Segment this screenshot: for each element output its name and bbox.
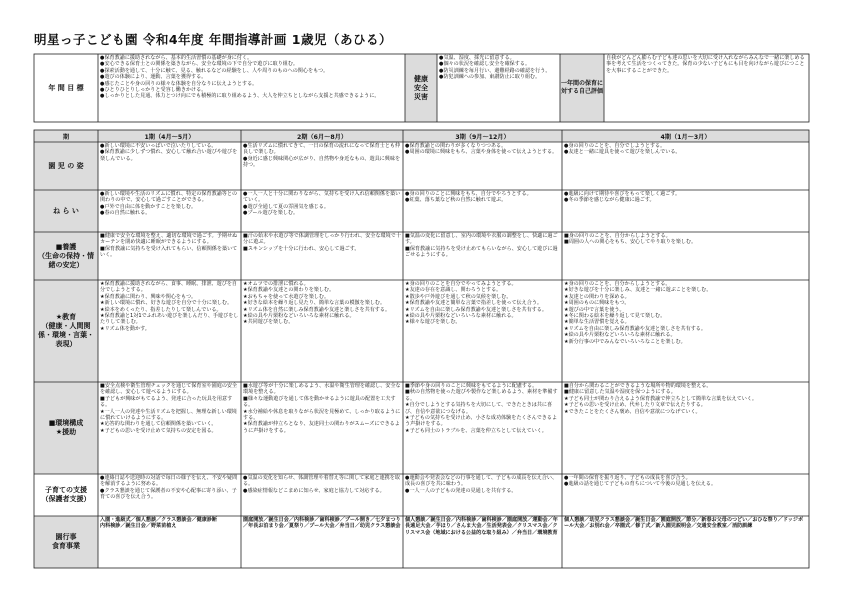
cell-children-state-p1: ●新しい環境に不安いっぱいで泣いたりしている。 ●保育教諭に少しずつ慣れ、安心して触れ合い遊びや遊びを楽しんでいる。 bbox=[100, 143, 238, 162]
cell-events-p2: 園庭開放／誕生日会／内科検診／歯科検診／プール開き／七夕まつり／年長お泊まり会／夏祭り／プール大会／弁当日／幼児クラス懇談会 bbox=[243, 517, 401, 530]
period-header-label: 期 bbox=[34, 130, 98, 142]
goal-label: 年 間 目 標 bbox=[48, 83, 84, 92]
health-safety-text: ●気温、湿度、採光に留意する。 ●個々の状況を確認し安全を確保する。 ●防災訓練を毎月行い、避難経路の確認を行う。 ●防犯訓練への参加、東讃防止に取り組む。 bbox=[439, 55, 551, 81]
row-label-parenting-support: 子育ての支援 （保護者支援） bbox=[41, 486, 91, 503]
row-label-children-state: 園 児 の 姿 bbox=[34, 142, 98, 190]
row-label-environment: ■環境構成 ★援助 bbox=[34, 382, 98, 474]
cell-education-p4: ★身の回りのことを、自分からしようとする。 ★好きな遊びを十分に楽しみ、友達と一緒に遊ぶことを楽しむ。 ★友達との関わりを深める。 ★周囲のものに興味をもつ。 ★遊びの中で言葉を使う。 ★冬に関わる絵本を繰り返して見て楽しむ。 ★簡単な生活習慣を覚える。 ★リズムを自由に楽しみ保育教諭や友達と楽しさを共有する。 ★絵の具や片栗粉などいろいろな素材に触れる。 ★新分行事の中でみんなでいろいろなことを楽しむ。 bbox=[564, 281, 712, 345]
cell-education-p2: ★オムツでの排泄に慣れる。 ★保育教諭や友達との関わりを楽しむ。 ★おもちゃを使って水遊びを楽しむ。 ★好きな絵本を繰り返し見たり、簡単な言葉の模倣を楽しむ。 ★リズム体を自然に楽しみ保育教諭や友達と楽しさを共有する。 ★絵の具や片栗粉などいろいろな素材に触れる。 ★共同遊びを楽しむ。 bbox=[243, 281, 391, 326]
cell-education-p3: ★身の回りのことを自分でやってみようとする。 ★友達の存在を意識し、関わろうとする。 ★散歩や戸外遊びを通して秋の気候を楽しむ。 ★保育教諭や友達と簡単な言葉で指差しを使って伝え合う。 ★リズムを自由に楽しみ保育教諭や友達と楽しさを共有する。 ★絵の具や片栗粉などいろいろな素材に触れる。 ★様々な遊びを楽しむ。 bbox=[405, 281, 547, 326]
cell-children-state-p3: ●保育教諭との関わりが多くなりつつある。 ●周囲の環境に興味をもち、言葉や身体を使って伝えようとする。 bbox=[405, 143, 558, 156]
self-evaluation-label: 一年間の保育に対する自己評価 bbox=[560, 54, 604, 122]
cell-events-p3: 個人懇談／誕生日会／内科検診／歯科検診／園庭開放／運動会／年長遠足大会／芋ほり／さんま大会／生活発表会／クリスマス会／クリスマス会（地域における公益的な取り組み）／弁当日／環境教育 bbox=[405, 517, 558, 536]
self-evaluation-text: 自我がどんどん膨らむ子ども達の思いを大切に受け入れながらみんなで一緒に楽しめる事を考えて生活をつくってきた。保育の少ない子どもにも目を向けながら遊びにつことを大事にすることができた。 bbox=[606, 55, 805, 74]
cell-children-state-p2: ●生活リズムに慣れてきて、一日の保育の流れになって保育士とも仲良しで楽しむ。 ●身近に感じ興味関心が広がり、自然物や身近なもの、遊具に興味を持つ。 bbox=[243, 143, 401, 169]
cell-environment-p3: ■季節や身の回りのことに興味をもてるように配慮する。 ■秋の自然物を使った遊びや製作など楽しめるよう、素材を準備する。 ★自分でしようとする気持ちを大切にして、できたときは共に喜び、自信や意欲につなげる。 ★子どもの気持ちを受け止め、小さな成功体験をたくさんできるよう声掛けをする。 ★子ども同士のトラブルを、言葉を仲立ちとして伝えていく。 bbox=[405, 383, 558, 434]
cell-nursing-care-p4: ■身の回りのことを、自分からしようとする。 ■周囲の人への関心をもち、安心してやり取りを楽しむ。 bbox=[564, 233, 697, 246]
cell-parenting-support-p1: ●連絡日誌や送迎時の対話で毎日の様子を伝え、不安や疑問を解消するように努める。 ●クラス懇談を通じて保護者の不安や心配事に寄り添い、子育ての喜びを伝え合う。 bbox=[100, 475, 238, 501]
period-4-header: 4期（1月～3月） bbox=[562, 130, 809, 142]
cell-parenting-support-p2: ●気温の変化を知らせ、体調管理や着替え等に関して家庭と連携を取る。 ●感染症情報などこまめに知らせ、家庭と協力して対応する。 bbox=[243, 475, 400, 494]
cell-parenting-support-p4: ●一年間の保育を振り返り、子どもの成長を喜び合う。 ●進級の話を通じて子どもの育ちについて今後の見通しを伝える。 bbox=[564, 475, 717, 488]
row-label-education: ★教育 （健康・人間関係・環境・言葉・表現） bbox=[34, 280, 98, 382]
cell-children-state-p4: ●身の回りのことを、自分でしようとする。 ●友達と一緒に遊具を使って遊びを楽しんでいる。 bbox=[564, 143, 681, 156]
period-3-header: 3期（9月～12月） bbox=[403, 130, 562, 142]
row-label-nursing-care: ■養護 （生命の保持・情緒の安定） bbox=[34, 232, 98, 280]
cell-aims-p3: ●身の回りのことに興味をもち、自分でやろうとする。 ●紅葉、落ち葉など秋の自然に触れて遊ぶ。 bbox=[405, 191, 532, 204]
cell-environment-p4: ■自分から関わることができるような場所や物的環境を整える。 ■健康に留意した気温や湿度を保つようにする。 ★子ども同士が関わり合えるよう保育教諭で仲立ちとして簡単な言葉を伝えていく。 ★子どもの思いを受け止め、代弁したり文章で伝えたりする。 ★できたことをたくさん褒め、自信や意欲につなげていく。 bbox=[564, 383, 757, 415]
cell-nursing-care-p3: ■気温の変化に留意し、室内の環境や衣服の調整をし、快適に過ごす。 ■保育教諭に気持ちを受け止めてもらいながら、安心して遊びに過ごせるようにする。 bbox=[405, 233, 558, 259]
row-label-events: 園行事 食育事業 bbox=[34, 516, 98, 568]
cell-nursing-care-p2: ■汗の始末や水遊び等で体調管理をしっかり行われ、安全な環境で十分に遊ぶ。 ■スキンシップを十分に行われ、安心して過ごす。 bbox=[243, 233, 401, 252]
cell-events-p1: 入園・進級式／個人懇談／クラス懇談会／健康診断 内科検診／誕生日会／野菜苗植え bbox=[100, 517, 218, 530]
cell-aims-p4: ●進級に向けて期待や喜びをもって楽しく過ごす。 ●冬の季節を感じながら健康に過ごす。 bbox=[564, 191, 681, 204]
cell-aims-p2: ●一人一人と十分に関わりながら、気持ちを受け入れ信頼関係を築いていく。 ●遊び全通して夏の雰囲気を感じる。 ●プール遊びを楽しむ。 bbox=[243, 191, 401, 217]
period-1-header: 1期（4月～5月） bbox=[98, 130, 241, 142]
cell-events-p4: 個人懇談／幼児クラス懇談会／誕生日会／園庭開放／節分／新春お父母のつどい／おひな祭り／ドッジボール大会／お別れ会／卒園式／修了式／新入園児説明会／交通安全教室／消防訓練 bbox=[564, 517, 804, 530]
cell-education-p1: ★保育教諭に援助されながら、食事、睡眠、排泄、遊びを自分でしようとする。 ★保育教諭に関わり、興味や関心をもつ。 ★新しい環境に慣れ、好きな遊びを自分で十分に楽しむ。 ★絵本をめくったり、指差したりして楽しんでいる。 ★保育教諭と1対1でふれあい遊びを楽しんだり、手遊びをしたりして楽しむ。 ★リズム体を動かす。 bbox=[100, 281, 239, 332]
goal-text: ●保育教諭に援助されながら、基本的生活習慣の基礎が身に付く。 ●安心できる保育士との関係を築きながら、安全な環境の下で自分で遊びに取り組む。 ●探索活動を通して、十分に触て、見る、触れるなどの経験をし、人や周りのものへの関心をもつ。 ●遊びの体験により、運動、言葉を獲得する。 ●感じたことや身の回りの様々な体験を自分なりに伝えようとする。 ●ひとりひとりしっかりと受容し働きかける。 ●しっかりとした見通、体力とつけ向にでも積極的に取り組めるよう、大人を仲立ちとしながら支援と共感できるように。 bbox=[100, 55, 380, 100]
period-2-header: 2期（6月～8月） bbox=[241, 130, 403, 142]
health-safety-label: 健康 安全 災害 bbox=[405, 54, 437, 122]
cell-parenting-support-p3: ●運動会や発表会などの行事を通して、子どもの成長を伝え合い、成長の喜びを共に味わう。 ●一人一人の子どもの発達の見通しを共有する。 bbox=[405, 475, 558, 494]
cell-environment-p1: ■安全点検や衛生管理チェックを通じて保育室や園庭の安全を確認し、安心して遊べるようにする。 ■子どもが興味がもてるよう、発達に合った玩具を用意する。 ★一人一人の発達や生活リズムを把握し、無理な新しい環境に慣れていけるようにする。 ★応答的な関わりを通して信頼関係を築いていく。 ★子どもの思いを受け止めて気持ちの安定を図る。 bbox=[100, 383, 238, 434]
cell-aims-p1: ●新しい環境や生活のリズムに慣れ、特定の保育教諭等との関わりの中で、安心して過ごすことができる。 ●戸外で自由に体を動かすことを楽しむ。 ●春の自然に触れる。 bbox=[100, 191, 238, 217]
cell-environment-p2: ■水遊び等が十分に楽しめるよう、水温や衛生管理を確認し、安全な環境を整える。 ■様々な運動遊びを通して体を動かせるように遊具の配置を工夫する。 ★水分補給や休息を取りながら状況を見極めて、しっかり取るようにする。 ★保育教諭が仲立ちとなり、友達同士の関わりがスムーズにできるように声掛けをする。 bbox=[243, 383, 401, 434]
row-label-aims: ね ら い bbox=[34, 190, 98, 232]
page-title: 明星っ子こども園 令和4年度 年間指導計画 1歳児（あひる） bbox=[34, 32, 392, 47]
cell-nursing-care-p1: ■健康で安全な環境を整え、適切な環境で過ごす。予期せぬカーテンを閉め快適に睡眠ができるようにする。 ■保育教諭に気持ちを受け入れてもらい、信頼関係を築いていく。 bbox=[100, 233, 238, 259]
